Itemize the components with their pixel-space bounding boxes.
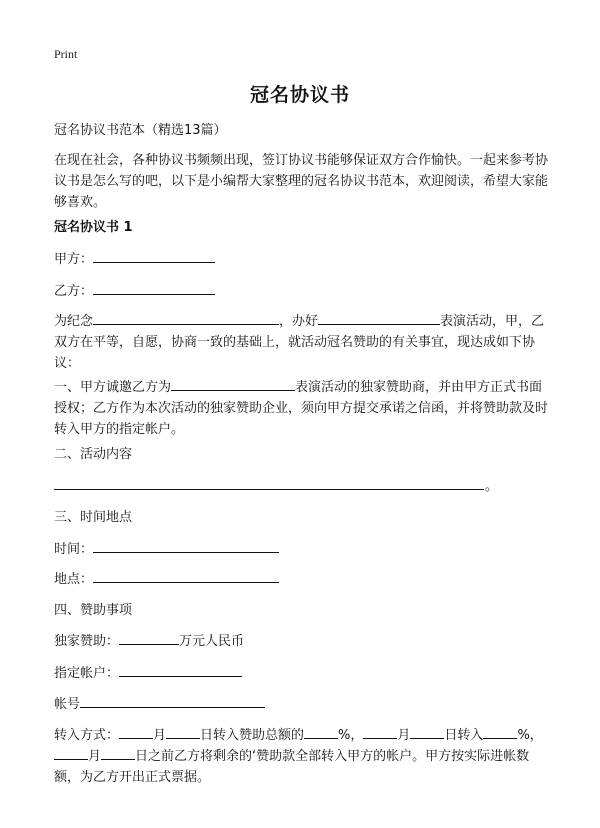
account-number-row: [54, 694, 548, 715]
sponsor-row: [54, 631, 548, 652]
place-blank[interactable]: [93, 569, 279, 583]
day-1-blank[interactable]: [166, 725, 200, 739]
percent-2-blank[interactable]: [483, 725, 517, 739]
transfer-remainder-text: 日之前乙方将剩余的‘赞助款全部转入甲方的帐户。甲方按实际进帐数额，为乙方开出正式票据。: [54, 749, 530, 785]
month-3-blank[interactable]: [54, 746, 88, 760]
purpose-text-3: 表演活动，甲，: [440, 314, 532, 329]
time-row: [54, 539, 548, 560]
day-2-blank[interactable]: [410, 725, 444, 739]
day-2-text: 日转入: [444, 728, 484, 743]
clause-1-text-1: 一、甲方诚邀乙方为: [54, 380, 172, 395]
account-number-blank[interactable]: [80, 694, 265, 708]
purpose-text-2: ，办好: [279, 314, 319, 329]
party-b-label: 乙方：: [54, 284, 94, 299]
place-row: [54, 569, 548, 590]
percent-1-text: %，: [338, 728, 364, 743]
clause-3-heading: 三、时间地点: [54, 510, 133, 525]
commemorate-blank[interactable]: [93, 311, 279, 325]
time-blank[interactable]: [93, 539, 279, 553]
intro-paragraph: 在现在社会，各种协议书频频出现，签订协议书能够保证双方合作愉快。一起来参考协议书是怎么写的吧，以下是小编帮大家整理的冠名协议书范本，欢迎阅读，希望大家能够喜欢。: [54, 153, 549, 210]
account-row: [54, 663, 548, 684]
event-blank[interactable]: [318, 311, 440, 325]
party-a-blank[interactable]: [93, 249, 215, 263]
party-a-row: [54, 249, 548, 270]
account-label: 指定帐户：: [54, 666, 120, 681]
clause-2-heading: 二、活动内容: [54, 447, 133, 462]
purpose-text-1: 为纪念: [54, 314, 94, 329]
month-3-text: 月: [88, 749, 102, 764]
day-3-blank[interactable]: [101, 746, 135, 760]
clause-4-heading: 四、赞助事项: [54, 603, 133, 618]
month-2-text: 月: [397, 728, 411, 743]
transfer-paragraph: [54, 725, 548, 788]
account-blank[interactable]: [119, 663, 242, 677]
page-title: 冠名协议书: [249, 84, 350, 106]
place-label: 地点：: [54, 572, 94, 587]
document-subtitle: 冠名协议书范本（精选13篇）: [54, 123, 227, 138]
party-b-blank[interactable]: [93, 281, 215, 295]
percent-2-text: %，: [517, 728, 543, 743]
sponsor-unit: 万元人民币: [179, 634, 245, 649]
sponsor-amount-blank[interactable]: [119, 631, 179, 645]
party-b-row: [54, 281, 548, 302]
section-heading: 冠名协议书 1: [54, 220, 133, 235]
party-a-label: 甲方：: [54, 252, 94, 267]
clause-2-end: 。: [485, 479, 499, 494]
sponsor-label: 独家赞助：: [54, 634, 120, 649]
month-2-blank[interactable]: [363, 725, 397, 739]
purpose-text-4: 乙双方在平等，自愿，协商一致的基础上，就活动冠名赞助的有关事宜，现达成如下协议：: [54, 314, 545, 371]
clause-1: [54, 377, 548, 440]
time-label: 时间：: [54, 542, 94, 557]
day-1-text: 日转入赞助总额的: [200, 728, 305, 743]
transfer-label: 转入方式：: [54, 728, 120, 743]
month-1-blank[interactable]: [119, 725, 153, 739]
activity-content-blank[interactable]: [54, 489, 484, 490]
clause-1-event-blank[interactable]: [171, 377, 295, 391]
print-label[interactable]: Print: [54, 47, 78, 61]
purpose-paragraph: [54, 311, 548, 374]
account-number-label: 帐号: [54, 697, 81, 712]
percent-1-blank[interactable]: [304, 725, 338, 739]
month-1-text: 月: [153, 728, 167, 743]
clause-1-text-2: 表演活动的独家赞助商，并由甲方正式书面授权；乙方作为本次活动的独家赞助企业，须向甲方提交承诺之信函，并将赞助款及时转入甲方的指定帐户。: [54, 380, 549, 437]
